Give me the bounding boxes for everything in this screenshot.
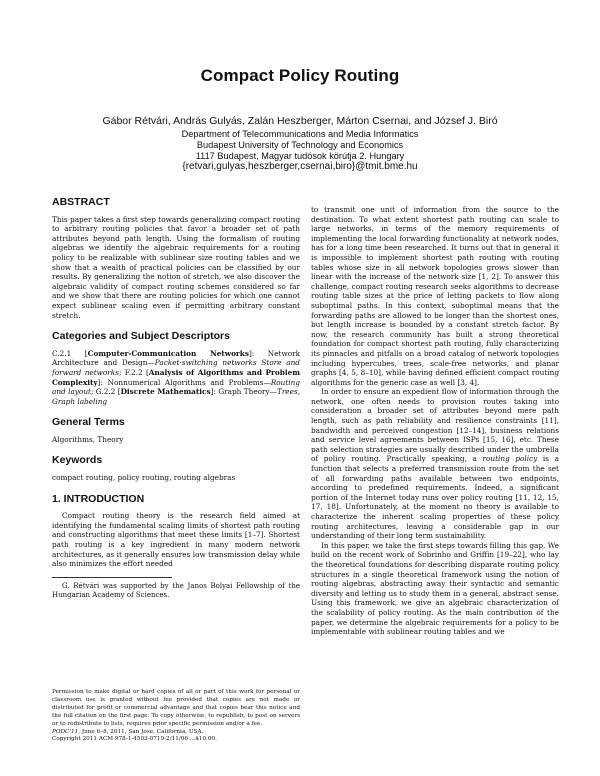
right-paragraph-1: to transmit one unit of information from the source to the destination. To what extent shortest path routing can scale to large networks, in terms of the memory requirements of implementing the local forwarding functionality at network nodes, has for a long time been researched. It turns out that in general it is impossible to implement shortest path routing with routing tables whose size in all network topologies grows slower than linear with the increase of the network size [1, 2]. To answer this challenge, compact routing research seeks algorithms to decrease routing table sizes at the price of letting packets to flow along suboptimal paths. In this context, suboptimal means that the forwarding paths are allowed to be longer than the shortest ones, but length increase is bounded by a constant stretch factor. By now, the research community has built a strong theoretical foundation for compact shortest path routing, fully characterizing its pinnacles and pitfalls on a broad catalog of network topologies including hypercubes, trees, scale-free networks, and planar graphs [4, 5, 8–10], while having defined efficient compact routing algorithms for the generic case as well [3, 4]. (311, 205, 559, 387)
categories-heading: Categories and Subject Descriptors (52, 330, 230, 343)
permission-text: Permission to make digital or hard copies of all or part of this work for personal or classroom use is granted without fee provided that copies are not made or distributed for profit or commercial advantage and that copies bear this notice and the full citation on the first page. To copy otherwise, to republish, to post on servers or to redistribute to lists, requires prior specific permission and/or a fee. (52, 689, 300, 727)
general-terms-text: Algorithms, Theory (52, 434, 124, 444)
right-column (311, 205, 559, 637)
permission-block (52, 689, 300, 744)
right-paragraph-3: In this paper, we take the first steps towards filling this gap. We build on the recent work of Sobrinho and Griffin [19–22], who lay the theoretical foundations for describing disparate routing policy structures in a single theoretical framework using the notion of routing algebras, abstracting away their syntactic and semantic diversity and letting us to study them in a general, abstract sense. Using this framework, we give an algebraic characterization of the scalability of policy routing. As the main contribution of the paper, we determine the algebraic requirements for a policy to be implementable with sublinear routing tables and we (311, 540, 559, 637)
author-emails: {retvari,gulyas,heszberger,csernai,biro}@tmit.bme.hu (182, 161, 418, 172)
abstract-text: This paper takes a first step towards generalizing compact routing to arbitrary routing policies that favor a broader set of path attributes beyond path length. Using the formalism of routing algebras we identify the algebraic requirements for a routing policy to be realizable with sublinear size routing tables and we show that a wealth of practical policies can be classified by our results. By generalizing the notion of stretch, we also discover the algebraic validity of compact routing schemes considered so far and we show that there are routing policies for which one cannot expect sublinear scaling even if permitting arbitrary constant stretch. (52, 214, 300, 320)
affiliation-department: Department of Telecommunications and Media Informatics (181, 129, 419, 139)
affiliation-address: 1117 Budapest, Magyar tudósok körútja 2. Hungary (195, 151, 405, 161)
introduction-paragraph: Compact routing theory is the research field aimed at identifying the fundamental scaling limits of shortest path routing and constructing algorithms that meet these limits [1–7]. Shortest path routing is a key ingredient in many modern network architectures, as it generally ensures low transmission delay while also minimizes the effort needed (52, 511, 300, 569)
keywords-text: compact routing, policy routing, routing algebras (52, 473, 236, 483)
left-column (52, 198, 300, 600)
introduction-heading: 1. INTRODUCTION (52, 492, 145, 505)
keywords-heading: Keywords (52, 454, 103, 467)
paper-title: Compact Policy Routing (200, 66, 400, 85)
footnote-rule (52, 577, 172, 578)
general-terms-heading: General Terms (52, 416, 125, 429)
author-list: Gábor Rétvári, András Gulyás, Zalán Heszberger, Márton Csernai, and József J. Biró (102, 115, 498, 127)
copyright-line: Copyright 2011 ACM 978-1-4503-0719-2/11/06 ...$10.00. (52, 736, 217, 743)
affiliation-university: Budapest University of Technology and Economics (196, 140, 404, 150)
footnote-text: G. Rétvári was supported by the Janos Bolyai Fellowship of the Hungarian Academy of Sciences. (52, 581, 300, 599)
conference-line: PODC'11, June 6–8, 2011, San Jose, California, USA. (52, 728, 204, 735)
abstract-heading: ABSTRACT (52, 196, 110, 208)
right-paragraph-2: In order to ensure an expedient flow of information through the network, one often needs to provision routes taking into consideration a broader set of attributes beyond mere path length, such as path reliability and resilience constraints [11], bandwidth and perceived congestion [12–14], business relations and service level agreements between ISPs [15, 16], etc. These path selection strategies are usually described under the umbrella of policy routing. Practically speaking, a routing policy is a function that selects a preferred transmission route from the set of all forwarding paths available between two endpoints, according to predefined requirements. Indeed, a significant portion of the Internet today runs over policy routing [11, 12, 15, 17, 18]. Unfortunately, at the moment no theory is available to characterize the inherent scaling properties of these policy routing architectures, leaving a considerable gap in our understanding of their long term sustainability. (311, 387, 559, 541)
categories-text: C.2.1 [Computer-Communication Networks]: Network Architecture and Design—Packet-switching networks Store and forward networks; F.2.2 [Analysis of Algorithms and Problem Complexity]: Nonnumerical Algorithms and Problems—Routing and layout; G.2.2 [Discrete Mathematics]: Graph Theory—Trees, Graph labeling (52, 348, 301, 406)
